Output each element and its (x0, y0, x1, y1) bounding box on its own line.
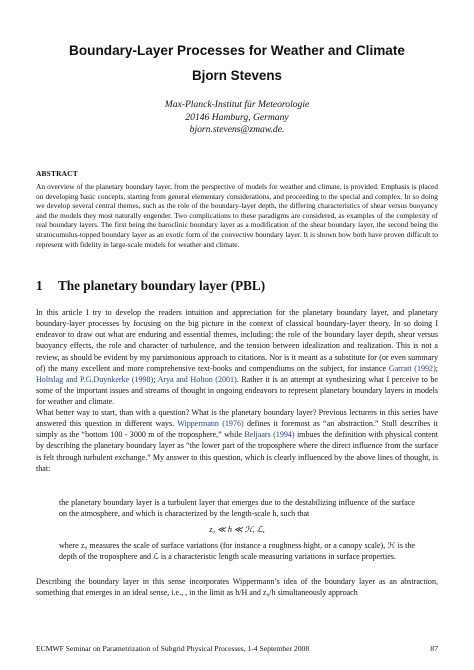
footer-text: ECMWF Seminar on Parametrization of Subgrid Physical Processes, 1-4 September 2008 (36, 644, 310, 653)
author-name: Bjorn Stevens (191, 68, 283, 83)
affiliation-city: 20146 Hamburg, Germany (185, 111, 289, 123)
affiliation-email: bjorn.stevens@zmaw.de. (189, 124, 285, 135)
section-number: 1 (36, 278, 43, 293)
section-title: The planetary boundary layer (PBL) (58, 278, 266, 293)
abstract-text: An overview of the planetary boundary layer, from the perspective of models for weather and climate, is provided. Emphasis is placed on developing basic concepts, starting from general elementary considerations, and proceeding to the special and complex. In so doing we develop several central themes, such as the role of the boundary-layer depth, the differing characteristics of shear versus buoyancy and the models they most naturally engender. Two complications to these paradigms are considered, as examples of the complexity of real boundary layers. The first being the baroclinic boundary layer as a modification of the shear boundary layer, the second being the stratocumulus-topped boundary layer as an exotic form of the convective boundary layer. It is shown how both have proven difficult to represent with fidelity in large-scale models for weather and climate. (36, 182, 438, 249)
paper-title: Boundary-Layer Processes for Weather and Climate (69, 43, 405, 58)
citation-holtslag[interactable]: Holtslag and P.G.Duynkerke (1998) (36, 374, 154, 384)
scale-equation: z₀ ≪ h ≪ ℋ, ℒ, (209, 525, 265, 534)
body-paragraph-3: Describing the boundary layer in this sense incorporates Wippermann’s idea of the boundary layer as an abstraction, something that emerges in an ideal sense, i.e., , in the limit as h/H and z₀/h simultaneously approach (36, 577, 438, 598)
citation-garratt[interactable]: Garratt (1992) (388, 363, 436, 373)
p2-text-a: What better way to start, than with a question? What is the planetary boundary layer? Previous lecturers in this series have answered this question in different ways. (36, 408, 438, 429)
citation-wippermann[interactable]: Wippermann (1976) (177, 419, 244, 429)
page-footer (36, 644, 438, 653)
p1-text-b: . Rather it is an attempt at synthesizing what I perceive to be some of the important issues and streams of thought in ongoing endeavors to represent planetary boundary layers in models for weather and climate. (36, 374, 438, 407)
p2-text-c: imbues the definition with physical content by describing the planetary boundary layer as “the lower part of the troposphere where the direct influence from the surface is felt through turbulent exchange.” My answer to this question, which is clearly influenced by the above lines of thought, is that: (36, 430, 438, 473)
body-paragraph-1 (36, 307, 438, 407)
page-number: 87 (430, 644, 438, 653)
abstract-heading: ABSTRACT (36, 169, 78, 178)
p2-text-b: defines it foremost as “an abstraction.” Stull describes it simply as the “bottom 100 - 3000 m of the troposphere,” while (36, 419, 438, 440)
body-paragraph-2 (36, 407, 438, 474)
section-heading (36, 278, 265, 294)
p1-sep-1: ; (435, 363, 438, 373)
p1-sep-2: ; (153, 374, 158, 384)
affiliation-institute: Max-Planck-Institut für Meteorologie (164, 99, 310, 110)
citation-arya-holton[interactable]: Arya and Holton (2001) (157, 374, 237, 384)
definition-quote-2: where z₀ measures the scale of surface variations (for instance a roughness hight, or a canopy scale), ℋ is the depth of the troposphere and ℒ is a characteristic length scale measuring variations in surface properties. (59, 541, 415, 562)
citation-beljaars[interactable]: Beljaars (1994) (244, 430, 295, 440)
affiliation-block (30, 99, 444, 137)
p1-text-a: In this article I try to develop the readers intuition and appreciation for the planetary boundary layer, and planetary boundary-layer processes by focusing on the big picture in the context of classical boundary-layer theory. In so doing I endeavor to draw out what are enduring and essential themes, including: the role of the boundary layer depth, shear versus buoyancy effects, the role and character of turbulence, and the tension between idealization and realization. This is not a review, as should be evident by my parsimonious approach to citations. Nor is it meant as a substitute for (or even summary of) the many excellent and more comprehensive text-books and compendiums on the subject, for instance (36, 308, 438, 373)
definition-quote-1: the planetary boundary layer is a turbulent layer that emerges due to the destabilizing influence of the surface on the atmosphere, and which is characterized by the length-scale h, such that (59, 498, 415, 519)
